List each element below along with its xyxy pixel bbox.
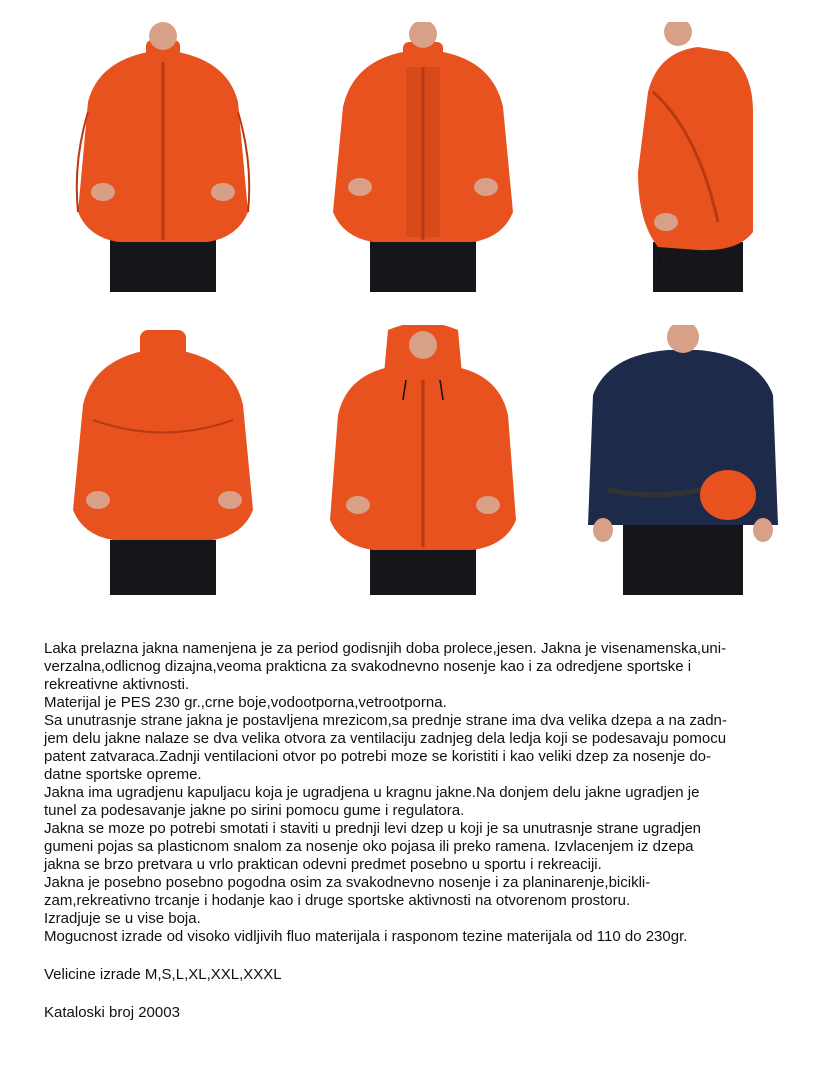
description-line: gumeni pojas sa plasticnom snalom za nosenje oko pojasa ili preko ramena. Izvlacenjem iz dzepa [44, 838, 694, 855]
description-line: rekreativne aktivnosti. [44, 676, 190, 693]
jacket-photo-front-open [318, 22, 528, 292]
description-line: Sa unutrasnje strane jakna je postavljena mrezicom,sa prednje strane ima dva velika dzepa a na zadn- [44, 712, 727, 729]
catalog-number: Kataloski broj 20003 [44, 1004, 180, 1021]
description-line: datne sportske opreme. [44, 766, 202, 783]
description-line: Jakna se moze po potrebi smotati i staviti u prednji levi dzep u koji je sa unutrasnje strane ugradjen [44, 820, 702, 837]
jacket-photo-front [58, 22, 268, 292]
sizes-line: Velicine izrade M,S,L,XL,XXL,XXXL [44, 966, 282, 983]
jacket-photo-packed [578, 325, 788, 595]
description-line: verzalna,odlicnog dizajna,veoma prakticna za svakodnevno nosenje kao i za odredjene sportske i [44, 658, 692, 675]
description-line: Jakna je posebno posebno pogodna osim za svakodnevno nosenje i za planinarenje,bicikli- [44, 874, 651, 891]
description-line: Jakna ima ugradjenu kapuljacu koja je ugradjena u kragnu jakne.Na donjem delu jakne ugradjen je [44, 784, 700, 801]
description-line: Materijal je PES 230 gr.,crne boje,vodootporna,vetrootporna. [44, 694, 447, 711]
description-line: jakna se brzo pretvara u vrlo praktican odevni predmet posebno u sportu i rekreaciji. [44, 856, 602, 873]
description-line: Laka prelazna jakna namenjena je za period godisnjih doba prolece,jesen. Jakna je visenamenska,uni- [44, 640, 727, 657]
description-line: Izradjuje se u vise boja. [44, 910, 201, 927]
description-line: zam,rekreativno trcanje i hodanje kao i druge sportske aktivnosti na otvorenom prostoru. [44, 892, 631, 909]
jacket-photo-side [578, 22, 788, 292]
product-description [44, 640, 804, 1022]
description-line: tunel za podesavanje jakne po sirini pomocu gume i regulatora. [44, 802, 465, 819]
description-line: jem delu jakne nalaze se dva velika otvora za ventilaciju zadnjeg dela ledja koji se podesavaju pomocu [44, 730, 727, 747]
jacket-photo-back [58, 325, 268, 595]
jacket-photo-front-hood [318, 325, 528, 595]
description-line: Mogucnost izrade od visoko vidljivih fluo materijala i rasponom tezine materijala od 110 do 230gr. [44, 928, 688, 945]
description-line: patent zatvaraca.Zadnji ventilacioni otvor po potrebi moze se koristiti i kao veliki dzep za nosenje do- [44, 748, 712, 765]
